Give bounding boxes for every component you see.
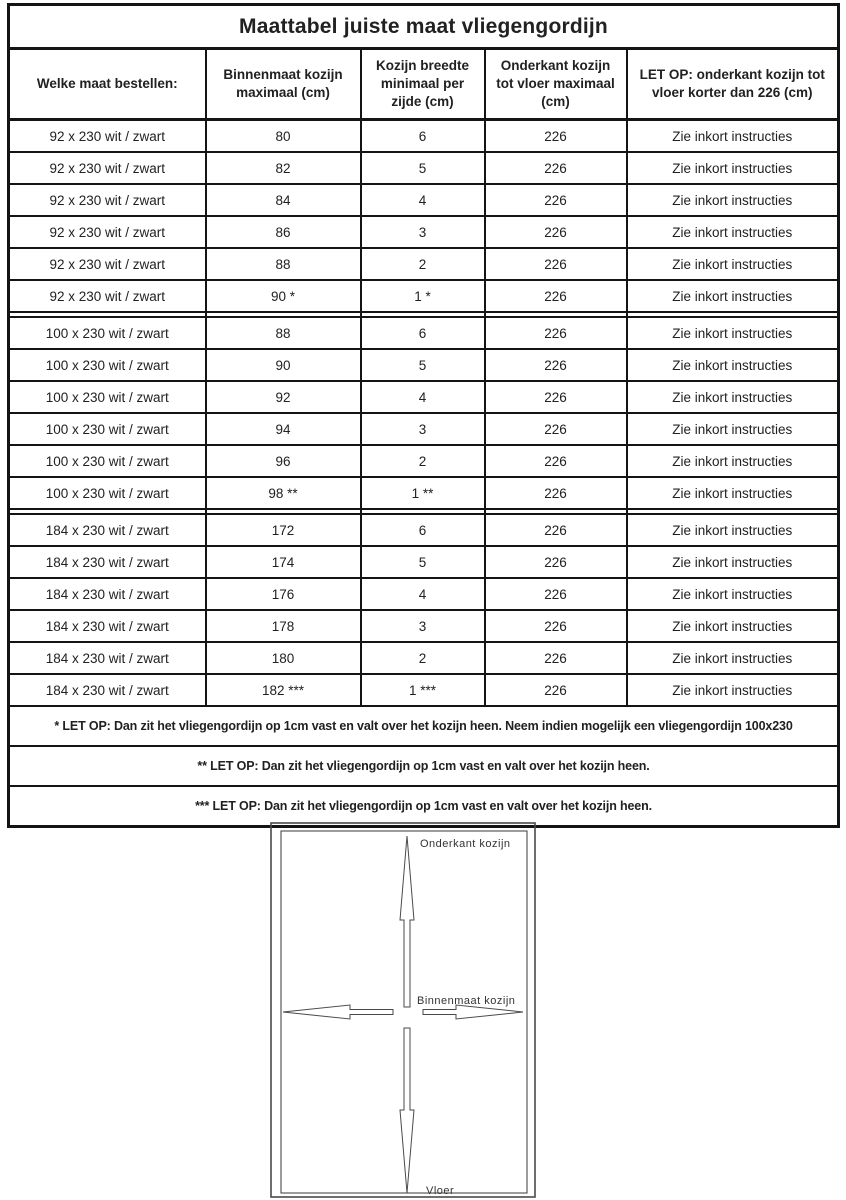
table-row xyxy=(9,120,839,153)
table-cell: 226 xyxy=(485,546,627,578)
table-cell: 174 xyxy=(206,546,361,578)
table-cell: 180 xyxy=(206,642,361,674)
table-cell: 88 xyxy=(206,248,361,280)
table-cell: 4 xyxy=(361,184,485,216)
table-cell: 178 xyxy=(206,610,361,642)
frame-diagram xyxy=(270,822,536,1198)
table-head xyxy=(9,5,839,120)
table-row xyxy=(9,578,839,610)
table-cell: Zie inkort instructies xyxy=(627,381,839,413)
table-cell: 226 xyxy=(485,578,627,610)
table-cell: 3 xyxy=(361,413,485,445)
table-cell: 94 xyxy=(206,413,361,445)
table-row xyxy=(9,514,839,546)
table-row xyxy=(9,445,839,477)
table-footnotes xyxy=(9,706,839,827)
footnote-row xyxy=(9,706,839,746)
table-row xyxy=(9,381,839,413)
table-cell: 6 xyxy=(361,120,485,153)
table-cell: 100 x 230 wit / zwart xyxy=(9,413,206,445)
table-cell: 90 * xyxy=(206,280,361,312)
table-cell: 226 xyxy=(485,349,627,381)
table-row xyxy=(9,477,839,509)
table-row xyxy=(9,642,839,674)
footnote-double-asterisk: ** LET OP: Dan zit het vliegengordijn op 1cm vast en valt over het kozijn heen. xyxy=(9,746,839,786)
table-cell: 100 x 230 wit / zwart xyxy=(9,445,206,477)
footnote-triple-asterisk: *** LET OP: Dan zit het vliegengordijn op 1cm vast en valt over het kozijn heen. xyxy=(9,786,839,827)
table-cell: 100 x 230 wit / zwart xyxy=(9,349,206,381)
diagram-label-binnenmaat-kozijn: Binnenmaat kozijn xyxy=(417,995,516,1007)
table-cell: 84 xyxy=(206,184,361,216)
table-cell: Zie inkort instructies xyxy=(627,152,839,184)
table-cell: 226 xyxy=(485,248,627,280)
table-cell: 184 x 230 wit / zwart xyxy=(9,514,206,546)
table-row xyxy=(9,674,839,706)
footnote-row xyxy=(9,746,839,786)
table-row xyxy=(9,248,839,280)
table-cell: 1 * xyxy=(361,280,485,312)
table-cell: 4 xyxy=(361,381,485,413)
column-header-let-op: LET OP: onderkant kozijn tot vloer korter dan 226 (cm) xyxy=(627,49,839,120)
table-row xyxy=(9,413,839,445)
table-cell: Zie inkort instructies xyxy=(627,248,839,280)
table-cell: 5 xyxy=(361,152,485,184)
table-cell: Zie inkort instructies xyxy=(627,120,839,153)
table-cell: 226 xyxy=(485,674,627,706)
table-cell: 226 xyxy=(485,445,627,477)
table-cell: 92 x 230 wit / zwart xyxy=(9,248,206,280)
table-cell: Zie inkort instructies xyxy=(627,610,839,642)
table-cell: 226 xyxy=(485,514,627,546)
table-cell: 3 xyxy=(361,610,485,642)
table-cell: 1 *** xyxy=(361,674,485,706)
page-title: Maattabel juiste maat vliegengordijn xyxy=(9,5,839,49)
table-cell: 90 xyxy=(206,349,361,381)
table-cell: 92 x 230 wit / zwart xyxy=(9,120,206,153)
table-cell: Zie inkort instructies xyxy=(627,216,839,248)
table-cell: 92 x 230 wit / zwart xyxy=(9,280,206,312)
table-cell: 226 xyxy=(485,477,627,509)
table-group-184 xyxy=(9,514,839,706)
table-cell: 100 x 230 wit / zwart xyxy=(9,477,206,509)
table-cell: 82 xyxy=(206,152,361,184)
table-cell: 5 xyxy=(361,349,485,381)
table-cell: 184 x 230 wit / zwart xyxy=(9,546,206,578)
table-cell: 3 xyxy=(361,216,485,248)
table-cell: 226 xyxy=(485,413,627,445)
table-cell: 184 x 230 wit / zwart xyxy=(9,642,206,674)
table-cell: Zie inkort instructies xyxy=(627,445,839,477)
footnote-single-asterisk: * LET OP: Dan zit het vliegengordijn op 1cm vast en valt over het kozijn heen. Neem indien mogelijk een vliegengordijn 100x230 xyxy=(9,706,839,746)
table-cell: 2 xyxy=(361,445,485,477)
table-cell: Zie inkort instructies xyxy=(627,413,839,445)
table-cell: Zie inkort instructies xyxy=(627,349,839,381)
table-cell: 184 x 230 wit / zwart xyxy=(9,578,206,610)
table-header-row xyxy=(9,49,839,120)
table-cell: 226 xyxy=(485,381,627,413)
table-cell: 92 x 230 wit / zwart xyxy=(9,216,206,248)
table-cell: 226 xyxy=(485,610,627,642)
table-row xyxy=(9,184,839,216)
table-cell: 100 x 230 wit / zwart xyxy=(9,381,206,413)
table-row xyxy=(9,152,839,184)
table-cell: 184 x 230 wit / zwart xyxy=(9,610,206,642)
arrow-left-icon xyxy=(283,1005,393,1019)
diagram-label-onderkant-kozijn: Onderkant kozijn xyxy=(420,838,511,850)
table-cell: 226 xyxy=(485,152,627,184)
table-cell: 1 ** xyxy=(361,477,485,509)
column-header-kozijn-breedte: Kozijn breedte minimaal per zijde (cm) xyxy=(361,49,485,120)
table-group-100 xyxy=(9,317,839,509)
table-cell: 92 x 230 wit / zwart xyxy=(9,152,206,184)
column-header-welke-maat: Welke maat bestellen: xyxy=(9,49,206,120)
table-row xyxy=(9,216,839,248)
table-cell: 226 xyxy=(485,317,627,349)
table-cell: Zie inkort instructies xyxy=(627,546,839,578)
table-cell: Zie inkort instructies xyxy=(627,184,839,216)
table-row xyxy=(9,280,839,312)
table-row xyxy=(9,546,839,578)
diagram-label-vloer: Vloer xyxy=(426,1185,455,1197)
table-cell: 80 xyxy=(206,120,361,153)
table-cell: 226 xyxy=(485,280,627,312)
table-cell: 2 xyxy=(361,248,485,280)
table-row xyxy=(9,349,839,381)
table-row xyxy=(9,317,839,349)
arrow-up-icon xyxy=(400,836,414,1007)
table-cell: 92 xyxy=(206,381,361,413)
table-title-row xyxy=(9,5,839,49)
table-cell: 226 xyxy=(485,216,627,248)
table-cell: Zie inkort instructies xyxy=(627,578,839,610)
table-cell: Zie inkort instructies xyxy=(627,317,839,349)
table-cell: 5 xyxy=(361,546,485,578)
table-cell: 176 xyxy=(206,578,361,610)
table-cell: Zie inkort instructies xyxy=(627,642,839,674)
table-group-92 xyxy=(9,120,839,313)
arrow-right-icon xyxy=(423,1005,523,1019)
table-cell: 96 xyxy=(206,445,361,477)
table-cell: Zie inkort instructies xyxy=(627,477,839,509)
table-cell: 2 xyxy=(361,642,485,674)
table-cell: 6 xyxy=(361,514,485,546)
table-cell: 226 xyxy=(485,184,627,216)
footnote-row xyxy=(9,786,839,827)
arrow-down-icon xyxy=(400,1028,414,1193)
column-header-binnenmaat: Binnenmaat kozijn maximaal (cm) xyxy=(206,49,361,120)
table-cell: 100 x 230 wit / zwart xyxy=(9,317,206,349)
table-cell: 86 xyxy=(206,216,361,248)
table-cell: 182 *** xyxy=(206,674,361,706)
table-cell: 92 x 230 wit / zwart xyxy=(9,184,206,216)
column-header-onderkant-vloer: Onderkant kozijn tot vloer maximaal (cm) xyxy=(485,49,627,120)
table-cell: 184 x 230 wit / zwart xyxy=(9,674,206,706)
table-cell: 172 xyxy=(206,514,361,546)
table-cell: 88 xyxy=(206,317,361,349)
size-table xyxy=(7,3,840,828)
table-cell: Zie inkort instructies xyxy=(627,280,839,312)
table-row xyxy=(9,610,839,642)
table-cell: Zie inkort instructies xyxy=(627,514,839,546)
table-cell: 226 xyxy=(485,642,627,674)
table-cell: 4 xyxy=(361,578,485,610)
table-cell: 226 xyxy=(485,120,627,153)
table-cell: 6 xyxy=(361,317,485,349)
table-cell: 98 ** xyxy=(206,477,361,509)
table-cell: Zie inkort instructies xyxy=(627,674,839,706)
